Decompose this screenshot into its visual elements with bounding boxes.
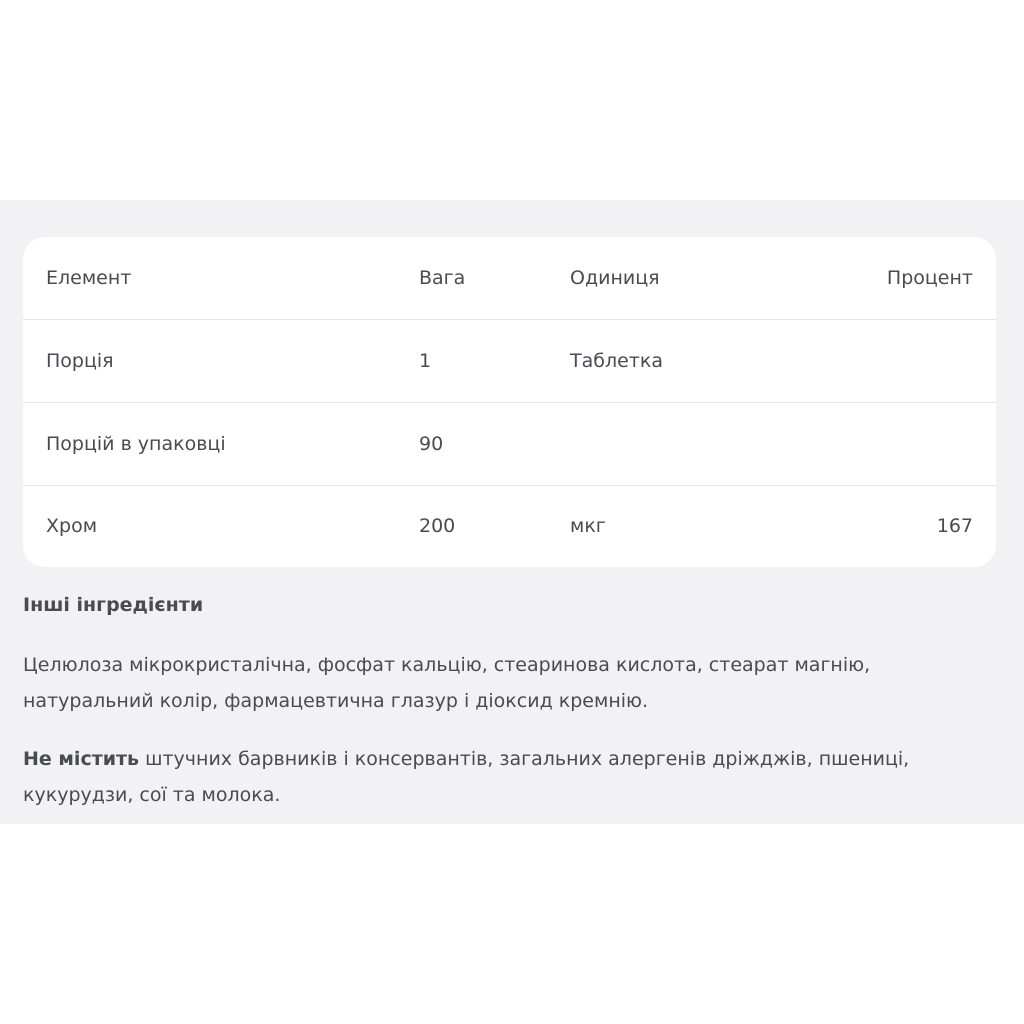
row-weight: 200: [419, 515, 456, 537]
table-row: [23, 485, 996, 567]
row-element: Порція: [46, 350, 114, 372]
nutrition-table: [23, 237, 996, 567]
row-element: Порцій в упаковці: [46, 433, 226, 455]
table-row: [23, 403, 996, 486]
free-from-label: Не містить: [23, 748, 140, 770]
table-row: [23, 320, 996, 403]
table-header-row: [23, 237, 996, 320]
free-from-paragraph: [23, 741, 983, 813]
header-unit: Одиниця: [570, 267, 660, 289]
other-ingredients-title: Інші інгредієнти: [23, 594, 204, 616]
row-unit: Таблетка: [570, 350, 663, 372]
header-percent: Процент: [886, 267, 973, 289]
free-from-text: штучних барвників і консервантів, загальних алергенів дріжджів, пшениці, кукурудзи, сої та молока.: [23, 748, 910, 806]
header-element: Елемент: [46, 267, 132, 289]
other-ingredients-text: Целюлоза мікрокристалічна, фосфат кальцію, стеаринова кислота, стеарат магнію, натуральний колір, фармацевтична глазур і діоксид кремнію.: [23, 654, 871, 712]
row-percent: 167: [936, 515, 973, 537]
row-weight: 1: [419, 350, 432, 372]
supplement-facts-panel: [0, 200, 1024, 824]
row-unit: мкг: [570, 515, 606, 537]
row-element: Хром: [46, 515, 98, 537]
header-weight: Вага: [419, 267, 466, 289]
row-weight: 90: [419, 433, 444, 455]
